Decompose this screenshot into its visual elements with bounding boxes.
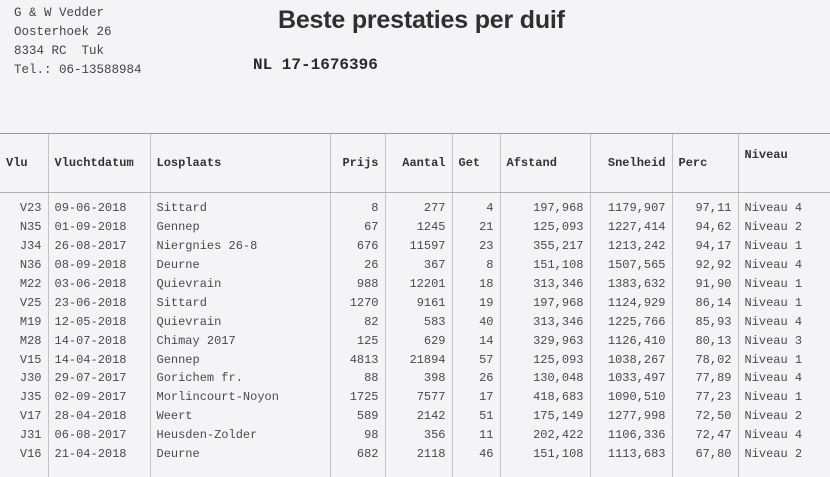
cell-get: 46 (452, 445, 500, 464)
cell-afstand: 175,149 (500, 407, 590, 426)
results-table (0, 133, 830, 477)
cell-aantal: 398 (385, 369, 452, 388)
cell-get: 19 (452, 293, 500, 312)
cell-niveau: Niveau 1 (738, 293, 830, 312)
cell-prijs: 67 (330, 218, 385, 237)
cell-aantal: 583 (385, 312, 452, 331)
cell-snelheid: 1179,907 (590, 193, 672, 218)
table-row (0, 275, 830, 294)
cell-perc: 97,11 (672, 193, 738, 218)
cell-niveau: Niveau 2 (738, 445, 830, 464)
cell-perc: 80,13 (672, 331, 738, 350)
cell-vlu: M28 (0, 331, 48, 350)
cell-snelheid: 1124,929 (590, 293, 672, 312)
cell-prijs: 82 (330, 312, 385, 331)
cell-aantal: 2118 (385, 445, 452, 464)
cell-losplaats: Quievrain (150, 312, 330, 331)
cell-perc: 91,90 (672, 275, 738, 294)
cell-vlu: V17 (0, 407, 48, 426)
table-row (0, 331, 830, 350)
ring-number: NL 17-1676396 (253, 56, 378, 74)
table-row (0, 445, 830, 464)
cell-prijs: 88 (330, 369, 385, 388)
cell-vlu: J34 (0, 237, 48, 256)
col-header-snelheid: Snelheid (590, 134, 672, 193)
cell-perc: 77,89 (672, 369, 738, 388)
cell-afstand: 197,968 (500, 293, 590, 312)
cell-losplaats: Weert (150, 407, 330, 426)
cell-losplaats: Deurne (150, 445, 330, 464)
cell-get: 14 (452, 331, 500, 350)
cell-vluchtdatum: 09-06-2018 (48, 193, 150, 218)
cell-snelheid: 1225,766 (590, 312, 672, 331)
cell-niveau: Niveau 1 (738, 388, 830, 407)
cell-niveau: Niveau 4 (738, 369, 830, 388)
table-row (0, 388, 830, 407)
table-row (0, 293, 830, 312)
cell-prijs: 26 (330, 256, 385, 275)
address-line: G & W Vedder (14, 4, 142, 23)
cell-perc: 72,50 (672, 407, 738, 426)
cell-afstand: 125,093 (500, 218, 590, 237)
cell-niveau: Niveau 4 (738, 256, 830, 275)
cell-perc: 92,92 (672, 256, 738, 275)
cell-perc: 94,62 (672, 218, 738, 237)
cell-prijs: 682 (330, 445, 385, 464)
cell-vlu: J35 (0, 388, 48, 407)
cell-vluchtdatum: 23-06-2018 (48, 293, 150, 312)
cell-perc: 72,47 (672, 426, 738, 445)
cell-vlu: V23 (0, 193, 48, 218)
cell-get: 8 (452, 256, 500, 275)
cell-afstand: 151,108 (500, 256, 590, 275)
col-header-vlu: Vlu (0, 134, 48, 193)
table-row (0, 426, 830, 445)
cell-losplaats: Deurne (150, 256, 330, 275)
cell-vluchtdatum: 01-09-2018 (48, 218, 150, 237)
cell-losplaats: Heusden-Zolder (150, 426, 330, 445)
cell-snelheid: 1507,565 (590, 256, 672, 275)
cell-prijs: 98 (330, 426, 385, 445)
cell-get: 4 (452, 193, 500, 218)
cell-snelheid: 1126,410 (590, 331, 672, 350)
cell-vluchtdatum: 21-04-2018 (48, 445, 150, 464)
cell-afstand: 355,217 (500, 237, 590, 256)
cell-snelheid: 1383,632 (590, 275, 672, 294)
empty-cell (738, 463, 830, 477)
cell-vlu: M19 (0, 312, 48, 331)
cell-get: 18 (452, 275, 500, 294)
empty-cell (500, 463, 590, 477)
cell-aantal: 2142 (385, 407, 452, 426)
col-header-vluchtdatum: Vluchtdatum (48, 134, 150, 193)
cell-aantal: 277 (385, 193, 452, 218)
cell-perc: 85,93 (672, 312, 738, 331)
table-row (0, 237, 830, 256)
cell-afstand: 313,346 (500, 312, 590, 331)
cell-vluchtdatum: 06-08-2017 (48, 426, 150, 445)
cell-snelheid: 1213,242 (590, 237, 672, 256)
cell-vluchtdatum: 28-04-2018 (48, 407, 150, 426)
col-header-afstand: Afstand (500, 134, 590, 193)
empty-cell (672, 463, 738, 477)
cell-afstand: 125,093 (500, 350, 590, 369)
cell-afstand: 418,683 (500, 388, 590, 407)
cell-losplaats: Quievrain (150, 275, 330, 294)
cell-prijs: 1270 (330, 293, 385, 312)
cell-aantal: 1245 (385, 218, 452, 237)
cell-losplaats: Chimay 2017 (150, 331, 330, 350)
page-title: Beste prestaties per duif (278, 6, 565, 35)
cell-afstand: 313,346 (500, 275, 590, 294)
cell-vluchtdatum: 02-09-2017 (48, 388, 150, 407)
cell-losplaats: Gennep (150, 350, 330, 369)
cell-vluchtdatum: 14-07-2018 (48, 331, 150, 350)
cell-snelheid: 1090,510 (590, 388, 672, 407)
table-header-row (0, 134, 830, 193)
cell-vlu: M22 (0, 275, 48, 294)
cell-aantal: 356 (385, 426, 452, 445)
cell-vluchtdatum: 29-07-2017 (48, 369, 150, 388)
cell-aantal: 12201 (385, 275, 452, 294)
cell-prijs: 1725 (330, 388, 385, 407)
cell-snelheid: 1227,414 (590, 218, 672, 237)
cell-afstand: 202,422 (500, 426, 590, 445)
cell-snelheid: 1033,497 (590, 369, 672, 388)
cell-aantal: 7577 (385, 388, 452, 407)
cell-niveau: Niveau 4 (738, 193, 830, 218)
cell-get: 21 (452, 218, 500, 237)
cell-losplaats: Gorichem fr. (150, 369, 330, 388)
cell-aantal: 629 (385, 331, 452, 350)
empty-cell (0, 463, 48, 477)
cell-losplaats: Sittard (150, 293, 330, 312)
cell-vlu: J31 (0, 426, 48, 445)
cell-aantal: 11597 (385, 237, 452, 256)
cell-niveau: Niveau 2 (738, 407, 830, 426)
cell-afstand: 197,968 (500, 193, 590, 218)
cell-perc: 78,02 (672, 350, 738, 369)
col-header-losplaats: Losplaats (150, 134, 330, 193)
cell-vlu: N36 (0, 256, 48, 275)
cell-perc: 67,80 (672, 445, 738, 464)
table-body (0, 193, 830, 477)
empty-cell (150, 463, 330, 477)
cell-aantal: 367 (385, 256, 452, 275)
col-header-aantal: Aantal (385, 134, 452, 193)
cell-prijs: 125 (330, 331, 385, 350)
cell-niveau: Niveau 3 (738, 331, 830, 350)
cell-perc: 86,14 (672, 293, 738, 312)
cell-aantal: 9161 (385, 293, 452, 312)
cell-prijs: 676 (330, 237, 385, 256)
cell-get: 26 (452, 369, 500, 388)
table-row (0, 256, 830, 275)
empty-cell (590, 463, 672, 477)
col-header-prijs: Prijs (330, 134, 385, 193)
cell-vlu: V16 (0, 445, 48, 464)
cell-aantal: 21894 (385, 350, 452, 369)
cell-vluchtdatum: 12-05-2018 (48, 312, 150, 331)
address-line: Tel.: 06-13588984 (14, 61, 142, 80)
cell-snelheid: 1277,998 (590, 407, 672, 426)
col-header-get: Get (452, 134, 500, 193)
table-row (0, 312, 830, 331)
empty-cell (452, 463, 500, 477)
table-row (0, 369, 830, 388)
address-line: Oosterhoek 26 (14, 23, 142, 42)
cell-get: 23 (452, 237, 500, 256)
cell-losplaats: Gennep (150, 218, 330, 237)
cell-niveau: Niveau 4 (738, 312, 830, 331)
cell-niveau: Niveau 4 (738, 426, 830, 445)
cell-niveau: Niveau 1 (738, 275, 830, 294)
cell-get: 17 (452, 388, 500, 407)
table-row (0, 193, 830, 218)
cell-perc: 94,17 (672, 237, 738, 256)
cell-prijs: 988 (330, 275, 385, 294)
empty-cell (385, 463, 452, 477)
cell-prijs: 4813 (330, 350, 385, 369)
cell-prijs: 8 (330, 193, 385, 218)
cell-afstand: 151,108 (500, 445, 590, 464)
cell-afstand: 130,048 (500, 369, 590, 388)
cell-vluchtdatum: 26-08-2017 (48, 237, 150, 256)
cell-get: 51 (452, 407, 500, 426)
cell-snelheid: 1106,336 (590, 426, 672, 445)
cell-losplaats: Sittard (150, 193, 330, 218)
cell-get: 57 (452, 350, 500, 369)
cell-vlu: N35 (0, 218, 48, 237)
address-line: 8334 RC Tuk (14, 42, 142, 61)
owner-address (14, 4, 142, 80)
cell-losplaats: Morlincourt-Noyon (150, 388, 330, 407)
table-row (0, 350, 830, 369)
cell-niveau: Niveau 2 (738, 218, 830, 237)
cell-vluchtdatum: 08-09-2018 (48, 256, 150, 275)
cell-niveau: Niveau 1 (738, 237, 830, 256)
cell-afstand: 329,963 (500, 331, 590, 350)
cell-get: 40 (452, 312, 500, 331)
cell-vluchtdatum: 03-06-2018 (48, 275, 150, 294)
table-row (0, 218, 830, 237)
cell-vlu: J30 (0, 369, 48, 388)
cell-snelheid: 1038,267 (590, 350, 672, 369)
table-row (0, 407, 830, 426)
cell-snelheid: 1113,683 (590, 445, 672, 464)
cell-niveau: Niveau 1 (738, 350, 830, 369)
cell-prijs: 589 (330, 407, 385, 426)
empty-cell (48, 463, 150, 477)
table-spacer-row (0, 463, 830, 477)
col-header-niveau: Niveau (738, 134, 830, 193)
cell-vlu: V25 (0, 293, 48, 312)
cell-vluchtdatum: 14-04-2018 (48, 350, 150, 369)
cell-vlu: V15 (0, 350, 48, 369)
empty-cell (330, 463, 385, 477)
cell-get: 11 (452, 426, 500, 445)
cell-perc: 77,23 (672, 388, 738, 407)
col-header-perc: Perc (672, 134, 738, 193)
cell-losplaats: Niergnies 26-8 (150, 237, 330, 256)
